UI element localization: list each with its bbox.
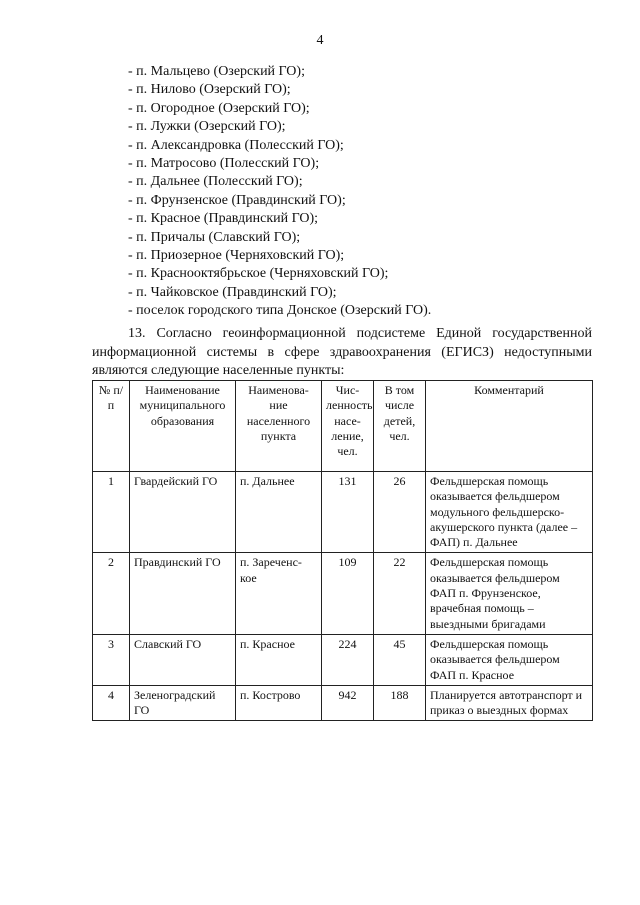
cell-municipality: Славский ГО <box>130 634 236 685</box>
list-item: - п. Фрунзенское (Правдинский ГО); <box>128 192 346 208</box>
cell-children: 45 <box>374 634 426 685</box>
cell-children: 26 <box>374 472 426 553</box>
header-children: В том числе детей, чел. <box>374 381 426 472</box>
cell-comment: Фельдшерская помощь оказывается фельдшером ФАП п. Фрунзенское, врачебная помощь – выездными бригадами <box>426 553 593 634</box>
page-number: 4 <box>316 33 324 48</box>
cell-population: 942 <box>322 685 374 721</box>
list-item: - п. Матросово (Полесский ГО); <box>128 155 320 171</box>
list-item: - п. Красное (Правдинский ГО); <box>128 211 319 227</box>
list-item: - поселок городского типа Донское (Озерский ГО). <box>128 303 432 319</box>
table-row <box>93 685 593 721</box>
cell-num: 1 <box>93 472 130 553</box>
cell-settlement: п. Красное <box>236 634 322 685</box>
cell-settlement: п. Кострово <box>236 685 322 721</box>
list-item: - п. Приозерное (Черняховский ГО); <box>128 247 345 263</box>
cell-population: 131 <box>322 472 374 553</box>
cell-comment: Фельдшерская помощь оказывается фельдшером модульного фельдшерско-акушерского пункта (далее – ФАП) п. Дальнее <box>426 472 593 553</box>
table-header-row <box>93 381 593 472</box>
cell-children: 188 <box>374 685 426 721</box>
cell-municipality: Зеленоградский ГО <box>130 685 236 721</box>
cell-comment: Фельдшерская помощь оказывается фельдшером ФАП п. Красное <box>426 634 593 685</box>
list-item: - п. Дальнее (Полесский ГО); <box>128 174 303 190</box>
header-num: № п/п <box>93 381 130 472</box>
cell-municipality: Гвардейский ГО <box>130 472 236 553</box>
list-item: - п. Лужки (Озерский ГО); <box>128 119 286 135</box>
cell-population: 224 <box>322 634 374 685</box>
header-comment: Комментарий <box>426 381 593 472</box>
list-item: - п. Огородное (Озерский ГО); <box>128 100 310 116</box>
paragraph-13: 13. Согласно геоинформационной подсистеме Единой государственной информационной системы в сфере здравоохранения (ЕГИСЗ) недоступными являются следующие населенные пункты: <box>92 326 592 378</box>
list-item: - п. Причалы (Славский ГО); <box>128 229 301 245</box>
cell-settlement: п. Дальнее <box>236 472 322 553</box>
table-row <box>93 472 593 553</box>
table-row <box>93 634 593 685</box>
cell-num: 2 <box>93 553 130 634</box>
list-item: - п. Александровка (Полесский ГО); <box>128 137 344 153</box>
list-item: - п. Нилово (Озерский ГО); <box>128 82 291 98</box>
cell-municipality: Правдинский ГО <box>130 553 236 634</box>
list-item: - п. Краснооктябрьское (Черняховский ГО); <box>128 266 389 282</box>
cell-num: 3 <box>93 634 130 685</box>
header-settlement: Наименова-ние населенного пункта <box>236 381 322 472</box>
header-municipality: Наименование муниципального образования <box>130 381 236 472</box>
cell-num: 4 <box>93 685 130 721</box>
cell-settlement: п. Зареченс-кое <box>236 553 322 634</box>
cell-comment: Планируется автотранспорт и приказ о выездных формах <box>426 685 593 721</box>
list-item: - п. Мальцево (Озерский ГО); <box>128 64 305 79</box>
header-population: Чис-ленность насе-ление, чел. <box>322 381 374 472</box>
list-item: - п. Чайковское (Правдинский ГО); <box>128 284 337 300</box>
cell-population: 109 <box>322 553 374 634</box>
cell-children: 22 <box>374 553 426 634</box>
settlement-list <box>128 63 431 320</box>
table-row <box>93 553 593 634</box>
unreachable-settlements-table <box>92 380 593 721</box>
